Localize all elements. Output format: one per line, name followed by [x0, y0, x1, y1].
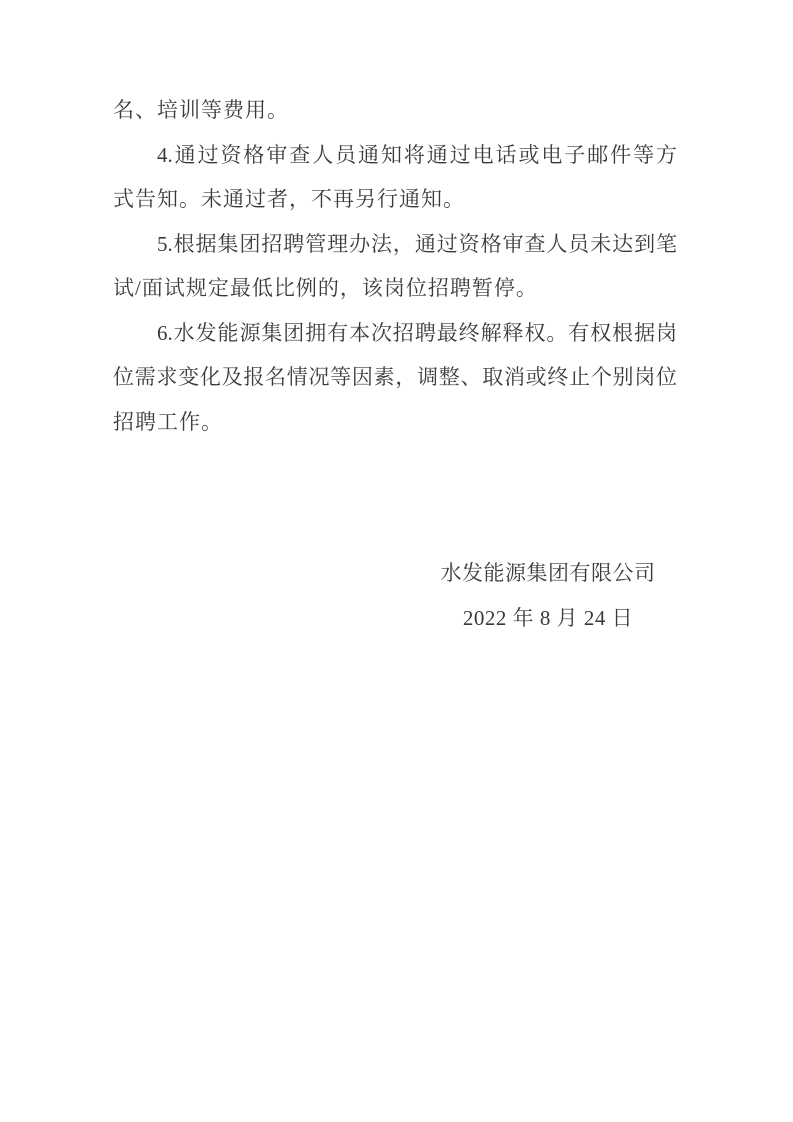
- body-line: 位需求变化及报名情况等因素，调整、取消或终止个别岗位: [113, 365, 677, 389]
- signature-date: 2022 年 8 月 24 日: [462, 605, 634, 630]
- document-body: [113, 88, 677, 444]
- body-line: 试/面试规定最低比例的，该岗位招聘暂停。: [113, 276, 538, 300]
- body-line: 式告知。未通过者，不再另行通知。: [113, 187, 465, 211]
- body-line: 6.水发能源集团拥有本次招聘最终解释权。有权根据岗: [157, 320, 677, 345]
- body-line: 4.通过资格审查人员通知将通过电话或电子邮件等方: [157, 142, 677, 167]
- body-line: 名、培训等费用。: [113, 98, 289, 122]
- signature-block: [348, 551, 748, 640]
- body-line: 5.根据集团招聘管理办法，通过资格审查人员未达到笔: [157, 231, 677, 256]
- signature-company: 水发能源集团有限公司: [440, 561, 656, 585]
- body-line: 招聘工作。: [113, 409, 223, 434]
